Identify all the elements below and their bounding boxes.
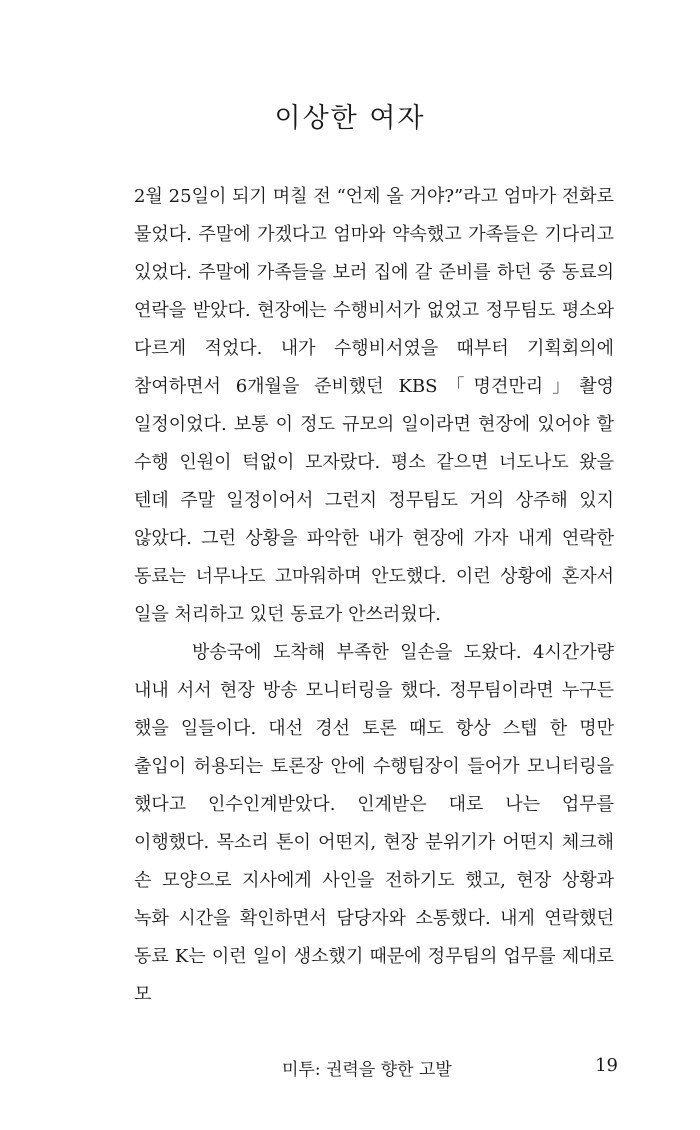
paragraph: 방송국에 도착해 부족한 일손을 도왔다. 4시간가량 내내 서서 현장 방송 모니터링을 했다. 정무팀이라면 누구든 했을 일들이다. 대선 경선 토론 때도 항상 스텝 한 명만 출입이 허용되는 토론장 안에 수행팀장이 들어가 모니터링을 했다고 인수인계받았다. 인계받은 대로 나는 업무를 이행했다. 목소리 톤이 어떤지, 현장 분위기가 어떤지 체크해 손 모양으로 지사에게 사인을 전하기도 했고, 현장 상황과 녹화 시간을 확인하면서 담당자와 소통했다. 내게 연락했던 동료 K는 이런 일이 생소했기 때문에 정무팀의 업무를 제대로 모 [134,642,614,1005]
paragraph: 2월 25일이 되기 며칠 전 “언제 올 거야?”라고 엄마가 전화로 물었다. 주말에 가겠다고 엄마와 약속했고 가족들은 기다리고 있었다. 주말에 가족들을 보러 집에 갈 준비를 하던 중 동료의 연락을 받았다. 현장에는 수행비서가 없었고 정무팀도 평소와 다르게 적었다. 내가 수행비서였을 때부터 기획회의에 참여하면서 6개월을 준비했던 KBS「명견만리」촬영 일정이었다. 보통 이 정도 규모의 일이라면 현장에 있어야 할 수행 인원이 턱없이 모자랐다. 평소 같으면 너도나도 왔을 텐데 주말 일정이어서 그런지 정무팀도 거의 상주해 있지 않았다. 그런 상황을 파악한 내가 현장에 가자 내게 연락한 동료는 너무나도 고마워하며 안도했다. 이런 상황에 혼자서 일을 처리하고 있던 동료가 안쓰러웠다. [134,186,614,625]
page-number: 19 [595,1055,618,1076]
chapter-title: 이상한 여자 [274,103,426,135]
running-title: 미투: 권력을 향한 고발 [282,1060,452,1080]
body-text [134,178,614,1014]
